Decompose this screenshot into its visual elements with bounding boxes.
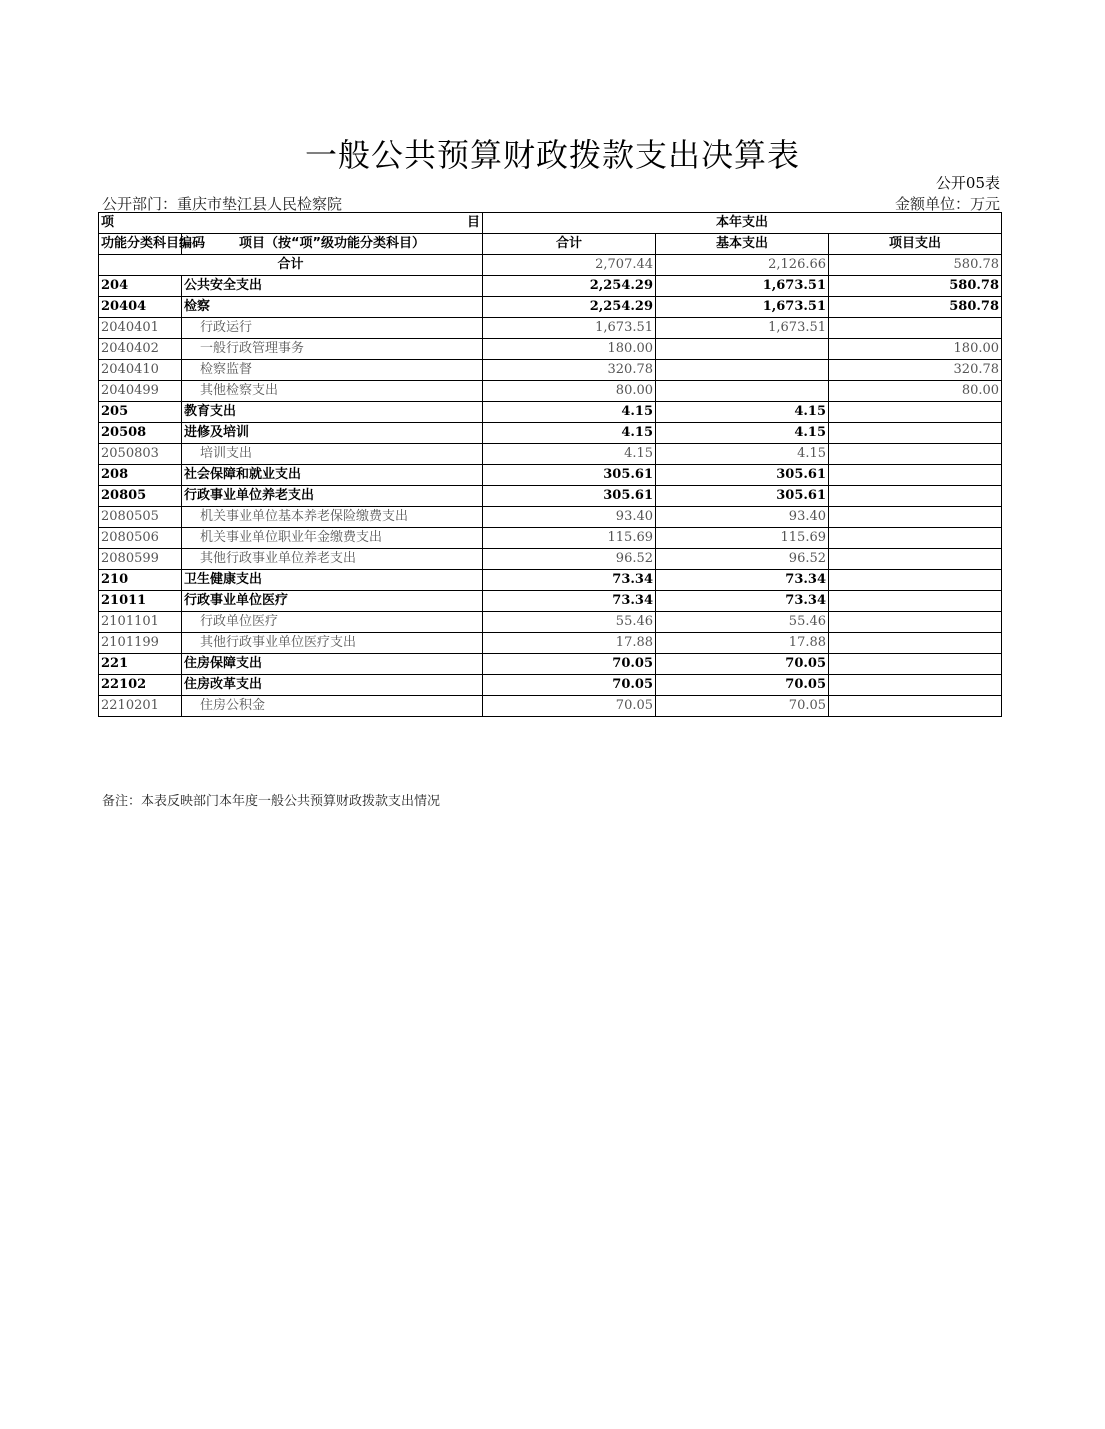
row-code: 2040402: [99, 339, 182, 360]
row-code: 2080505: [99, 507, 182, 528]
row-total: 305.61: [483, 486, 656, 507]
row-code: 2101101: [99, 612, 182, 633]
table-row: [99, 612, 1002, 633]
total-project: 580.78: [829, 255, 1002, 276]
row-basic: 305.61: [656, 486, 829, 507]
row-code: 20508: [99, 423, 182, 444]
row-total: 305.61: [483, 465, 656, 486]
row-code: 2040401: [99, 318, 182, 339]
total-amount: 2,707.44: [483, 255, 656, 276]
row-project: [829, 465, 1002, 486]
row-basic: 96.52: [656, 549, 829, 570]
row-code: 221: [99, 654, 182, 675]
row-total: 80.00: [483, 381, 656, 402]
row-total: 17.88: [483, 633, 656, 654]
row-code: 21011: [99, 591, 182, 612]
row-code: 22102: [99, 675, 182, 696]
table-row: [99, 591, 1002, 612]
row-project: 80.00: [829, 381, 1002, 402]
row-total: 70.05: [483, 675, 656, 696]
header-item-cell: [99, 213, 483, 234]
row-total: 4.15: [483, 402, 656, 423]
row-total: 4.15: [483, 444, 656, 465]
row-total: 1,673.51: [483, 318, 656, 339]
row-total: 115.69: [483, 528, 656, 549]
row-total: 320.78: [483, 360, 656, 381]
row-basic: [656, 339, 829, 360]
row-code: 210: [99, 570, 182, 591]
row-project: 580.78: [829, 297, 1002, 318]
row-name: 检察监督: [182, 360, 483, 381]
table-row: [99, 444, 1002, 465]
row-project: [829, 444, 1002, 465]
row-name: 其他检察支出: [182, 381, 483, 402]
total-basic: 2,126.66: [656, 255, 829, 276]
row-basic: 70.05: [656, 696, 829, 717]
row-total: 180.00: [483, 339, 656, 360]
row-basic: 70.05: [656, 675, 829, 696]
total-row: [99, 255, 1002, 276]
row-code: 208: [99, 465, 182, 486]
row-name: 进修及培训: [182, 423, 483, 444]
row-name: 行政事业单位养老支出: [182, 486, 483, 507]
row-project: 580.78: [829, 276, 1002, 297]
header-project: 项目支出: [829, 234, 1002, 255]
table-row: [99, 297, 1002, 318]
row-name: 公共安全支出: [182, 276, 483, 297]
row-code: 2040410: [99, 360, 182, 381]
row-code: 204: [99, 276, 182, 297]
row-total: 73.34: [483, 570, 656, 591]
row-basic: 70.05: [656, 654, 829, 675]
row-project: [829, 423, 1002, 444]
row-basic: 305.61: [656, 465, 829, 486]
header-item-right: 目: [467, 215, 481, 230]
row-code: 20404: [99, 297, 182, 318]
row-basic: 73.34: [656, 591, 829, 612]
row-basic: 55.46: [656, 612, 829, 633]
total-label: 合计: [99, 255, 483, 276]
row-name: 卫生健康支出: [182, 570, 483, 591]
table-row: [99, 696, 1002, 717]
row-code: 2080599: [99, 549, 182, 570]
footnote: 备注：本表反映部门本年度一般公共预算财政拨款支出情况: [102, 794, 441, 809]
form-number: 公开05表: [935, 174, 1000, 192]
row-name: 教育支出: [182, 402, 483, 423]
row-name: 住房公积金: [182, 696, 483, 717]
row-total: 96.52: [483, 549, 656, 570]
row-code: 2210201: [99, 696, 182, 717]
row-name: 社会保障和就业支出: [182, 465, 483, 486]
table-row: [99, 486, 1002, 507]
row-project: [829, 633, 1002, 654]
row-basic: 93.40: [656, 507, 829, 528]
table-row: [99, 549, 1002, 570]
table-row: [99, 507, 1002, 528]
row-basic: 1,673.51: [656, 297, 829, 318]
row-basic: 4.15: [656, 444, 829, 465]
table-row: [99, 402, 1002, 423]
row-name: 行政单位医疗: [182, 612, 483, 633]
row-basic: 1,673.51: [656, 276, 829, 297]
row-project: [829, 612, 1002, 633]
row-basic: 115.69: [656, 528, 829, 549]
row-project: [829, 318, 1002, 339]
row-project: [829, 696, 1002, 717]
row-basic: 17.88: [656, 633, 829, 654]
row-project: 180.00: [829, 339, 1002, 360]
row-basic: 4.15: [656, 402, 829, 423]
row-name: 行政事业单位医疗: [182, 591, 483, 612]
table-row: [99, 423, 1002, 444]
row-code: 2101199: [99, 633, 182, 654]
department-label: 公开部门：重庆市垫江县人民检察院: [102, 195, 343, 213]
table-row: [99, 381, 1002, 402]
row-basic: [656, 381, 829, 402]
row-code: 205: [99, 402, 182, 423]
row-basic: 1,673.51: [656, 318, 829, 339]
header-row-columns: [99, 234, 1002, 255]
header-name: 项目（按“项”级功能分类科目）: [182, 234, 483, 255]
header-year-expenditure: 本年支出: [483, 213, 1002, 234]
row-name: 住房保障支出: [182, 654, 483, 675]
header-row-top: [99, 213, 1002, 234]
row-project: [829, 591, 1002, 612]
row-project: [829, 402, 1002, 423]
row-code: 2040499: [99, 381, 182, 402]
table-row: [99, 633, 1002, 654]
row-total: 73.34: [483, 591, 656, 612]
row-name: 其他行政事业单位养老支出: [182, 549, 483, 570]
row-name: 机关事业单位基本养老保险缴费支出: [182, 507, 483, 528]
row-project: [829, 507, 1002, 528]
unit-label: 金额单位：万元: [894, 195, 1000, 213]
row-total: 2,254.29: [483, 276, 656, 297]
row-basic: [656, 360, 829, 381]
row-total: 2,254.29: [483, 297, 656, 318]
row-name: 检察: [182, 297, 483, 318]
row-basic: 4.15: [656, 423, 829, 444]
row-project: [829, 570, 1002, 591]
header-item-left: 项: [101, 215, 115, 230]
row-total: 4.15: [483, 423, 656, 444]
row-total: 55.46: [483, 612, 656, 633]
table-row: [99, 339, 1002, 360]
row-total: 93.40: [483, 507, 656, 528]
row-name: 住房改革支出: [182, 675, 483, 696]
table-row: [99, 654, 1002, 675]
table-row: [99, 675, 1002, 696]
table-row: [99, 276, 1002, 297]
row-project: [829, 675, 1002, 696]
row-project: [829, 549, 1002, 570]
row-code: 2050803: [99, 444, 182, 465]
row-name: 一般行政管理事务: [182, 339, 483, 360]
row-project: 320.78: [829, 360, 1002, 381]
row-name: 机关事业单位职业年金缴费支出: [182, 528, 483, 549]
row-total: 70.05: [483, 696, 656, 717]
row-code: 2080506: [99, 528, 182, 549]
row-project: [829, 654, 1002, 675]
header-basic: 基本支出: [656, 234, 829, 255]
table-row: [99, 570, 1002, 591]
row-project: [829, 528, 1002, 549]
header-code: 功能分类科目编码: [99, 234, 182, 255]
row-name: 行政运行: [182, 318, 483, 339]
table-row: [99, 465, 1002, 486]
header-total: 合计: [483, 234, 656, 255]
row-project: [829, 486, 1002, 507]
row-name: 培训支出: [182, 444, 483, 465]
page-title: 一般公共预算财政拨款支出决算表: [304, 136, 800, 174]
table-row: [99, 528, 1002, 549]
expenditure-table: [98, 212, 1002, 717]
table-row: [99, 360, 1002, 381]
row-total: 70.05: [483, 654, 656, 675]
row-name: 其他行政事业单位医疗支出: [182, 633, 483, 654]
row-code: 20805: [99, 486, 182, 507]
row-basic: 73.34: [656, 570, 829, 591]
table-row: [99, 318, 1002, 339]
